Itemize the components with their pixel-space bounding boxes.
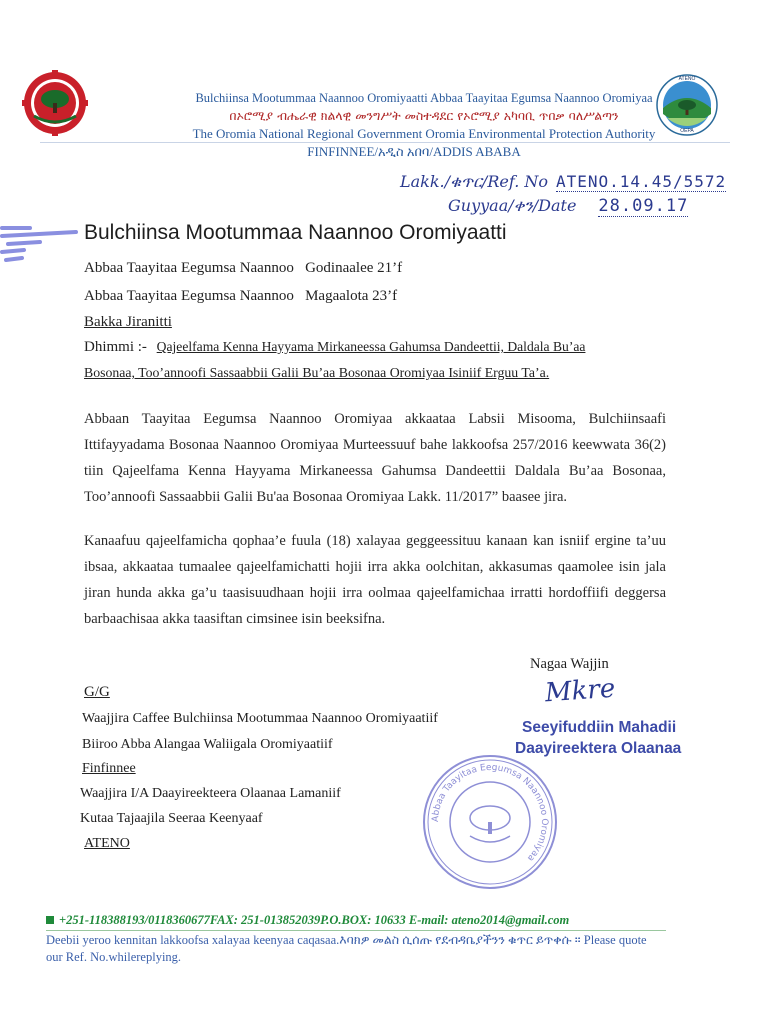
subject-line-1: Qajeelfama Kenna Hayyama Mirkaneessa Gahumsa Dandeettii, Daldala Bu’aa bbox=[156, 339, 586, 354]
margin-clip-mark bbox=[0, 222, 80, 266]
subject-label: Dhimmi :- bbox=[84, 339, 147, 355]
footer-contact-text: +251-118388193/0118360677FAX: 251-013852039P.O.BOX: 10633 E-mail: ateno2014@gmail.com bbox=[59, 913, 570, 927]
right-logo-bottom-text: OEPA bbox=[680, 128, 694, 134]
subject-line-2: Bosonaa, Too’annoofi Sassaabbii Galii Bu’aa Bosonaa Oromiyaa Isiniif Erguu Ta’a. bbox=[84, 365, 550, 380]
cc-item-2: Biiroo Abba Alangaa Waliigala Oromiyaatiif bbox=[82, 737, 333, 752]
cc-label: G/G bbox=[84, 684, 110, 700]
recipient-2: Abbaa Taayitaa Eegumsa Naannoo Magaalota 23’f bbox=[84, 288, 398, 304]
cc-item-5: Kutaa Tajaajila Seeraa Keenyaaf bbox=[80, 811, 263, 826]
cc-item-1: Waajjira Caffee Bulchiinsa Mootummaa Naannoo Oromiyaatiif bbox=[82, 711, 438, 726]
recipient-1: Abbaa Taayitaa Eegumsa Naannoo Godinaalee 21’f bbox=[84, 260, 403, 276]
footer-note: Deebii yeroo kennitan lakkoofsa xalayaa keenyaa caqasaa.እባክዎ መልስ ሲሰጡ የደብዳቤያችንን ቁጥር ይጥቀሱ ። Please quote our Ref. No.whilereplying. bbox=[46, 933, 647, 964]
signer-title: Daayireektera Olaanaa bbox=[515, 740, 682, 757]
date-block bbox=[448, 196, 748, 216]
footer-rule bbox=[46, 930, 666, 931]
signer-name: Seeyifuddiin Mahadii bbox=[522, 719, 677, 736]
cc-item-3: Finfinnee bbox=[82, 761, 136, 776]
stamp-ring-text: Abbaa Taayitaa Eegumsa Naannoo Oromiyaa bbox=[430, 762, 550, 864]
header-city: FINFINNEE/አዲስ አበባ/ADDIS ABABA bbox=[307, 144, 521, 159]
signature-scribble: Mkre bbox=[544, 673, 617, 709]
header-english: The Oromia National Regional Government Oromia Environmental Protection Authority bbox=[192, 126, 656, 141]
date-value: 28.09.17 bbox=[598, 196, 689, 216]
phone-icon bbox=[46, 916, 54, 924]
ref-label: Lakk./ቁጥር/Ref. No bbox=[400, 172, 548, 191]
recipient-3: Bakka Jiranitti bbox=[84, 314, 172, 330]
paragraph-1: Abbaan Taayitaa Eegumsa Naannoo Oromiyaa akkaataa Labsii Misooma, Bulchiinsaafi Ittifayyadama Bosonaa Naannoo Oromiyaa Murteessuuf bahe lakkoofsa 257/2016 keewwata 36(2) tiin Qajeelfama Kenna Hayyama Mirkaneessa Gahumsa Dandeettii Daldala Bu’aa Bosonaa, Too’annoofi Sassaabbii Galii Bu'aa Bosonaa Oromiyaa Lakk. 11/2017” baasee jira. bbox=[84, 411, 666, 505]
header-oromo: Bulchiinsa Mootummaa Naannoo Oromiyaatti Abbaa Taayitaa Egumsa Naannoo Oromiyaa bbox=[195, 91, 653, 105]
footer-contact bbox=[46, 913, 569, 928]
official-stamp bbox=[420, 752, 560, 892]
subject-block bbox=[84, 334, 674, 361]
header-rule bbox=[40, 142, 730, 143]
right-logo-top-text: ATENO bbox=[678, 76, 696, 82]
cc-item-4: Waajjira I/A Daayireekteera Olaanaa Lamaniif bbox=[80, 786, 341, 801]
paragraph-2: Kanaafuu qajeelfamicha qophaa’e fuula (18) xalayaa geggeessituu kanaan kan isniif ergine ta’uu ibsaa, akkaataa tumaalee qajeelfamichatti hojii irra akka oolchitan, akkasumas qaamolee isin jala jiran hunda akka ga’u taasisuudhaan hojii irra oolmaa qajeelfamichaa irratti hordoffiifi deggersa barbaachisaa akka taasiftan cimsinee isin beeksifna. bbox=[84, 533, 666, 627]
letter-title: Bulchiinsa Mootummaa Naannoo Oromiyaatti bbox=[84, 221, 507, 244]
cc-item-6: ATENO bbox=[84, 836, 130, 851]
reference-block bbox=[400, 172, 760, 192]
header-amharic: በኦሮሚያ ብሔራዊ ክልላዊ መንግሥት መስተዳደር የኦሮሚያ አካባቢ ጥበቃ ባለሥልጣን bbox=[229, 108, 619, 123]
closing-text: Nagaa Wajjin bbox=[530, 656, 609, 672]
ref-value: ATENO.14.45/5572 bbox=[556, 172, 727, 191]
date-label: Guyyaa/ቀን/Date bbox=[448, 196, 577, 215]
